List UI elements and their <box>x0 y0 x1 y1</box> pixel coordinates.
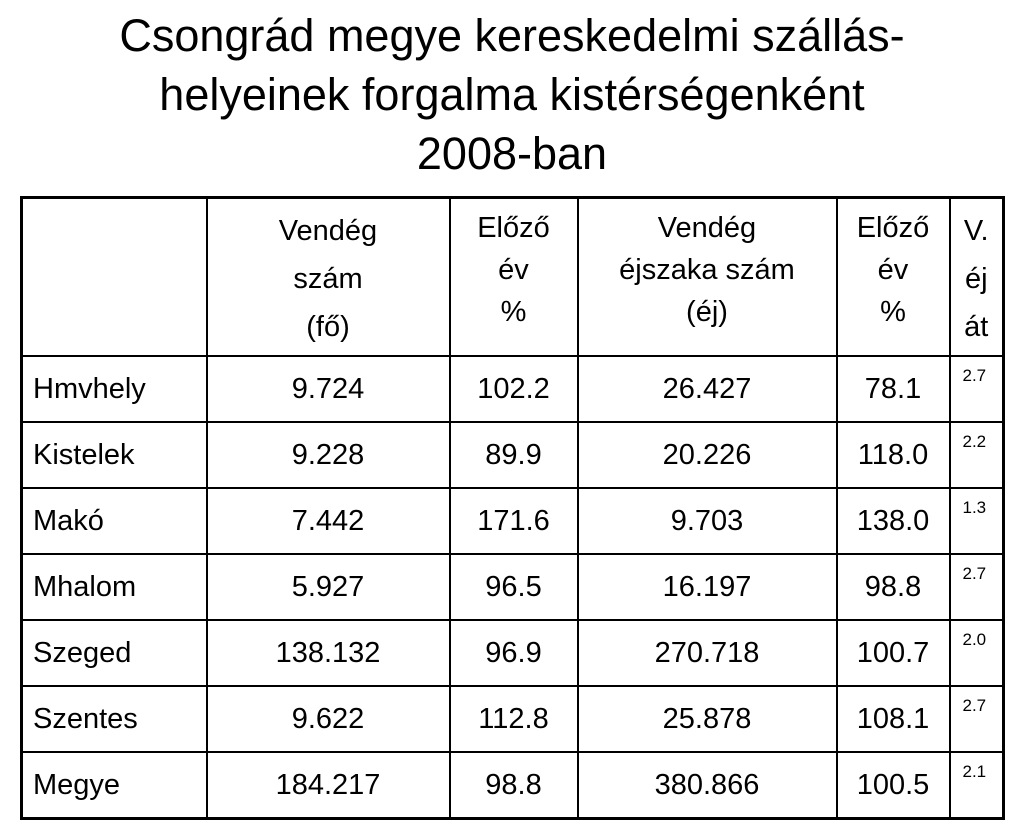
avg-nights-cell: 2.0 <box>950 620 1004 686</box>
guest-nights-cell: 380.866 <box>578 752 837 819</box>
prev-year-guests-cell: 171.6 <box>450 488 578 554</box>
region-name-cell: Szeged <box>22 620 207 686</box>
region-name-cell: Szentes <box>22 686 207 752</box>
avg-nights-cell: 2.7 <box>950 356 1004 422</box>
avg-nights-cell: 2.1 <box>950 752 1004 819</box>
prev-year-nights-cell: 100.7 <box>837 620 950 686</box>
table-row <box>22 422 1004 488</box>
avg-nights-cell: 1.3 <box>950 488 1004 554</box>
region-name-cell: Mhalom <box>22 554 207 620</box>
header-cell-guests: Vendég szám (fő) <box>207 198 450 357</box>
table-row <box>22 620 1004 686</box>
guest-nights-cell: 20.226 <box>578 422 837 488</box>
guests-cell: 138.132 <box>207 620 450 686</box>
guests-cell: 5.927 <box>207 554 450 620</box>
header-cell-avg-nights: V. éj át <box>950 198 1004 357</box>
table-row <box>22 356 1004 422</box>
avg-nights-cell: 2.7 <box>950 554 1004 620</box>
prev-year-nights-cell: 138.0 <box>837 488 950 554</box>
title-line: 2008-ban <box>416 128 608 179</box>
guests-cell: 184.217 <box>207 752 450 819</box>
region-name-cell: Megye <box>22 752 207 819</box>
guests-cell: 9.228 <box>207 422 450 488</box>
prev-year-guests-cell: 89.9 <box>450 422 578 488</box>
header-cell-prev-year-guests: Előző év % <box>450 198 578 357</box>
guest-nights-cell: 16.197 <box>578 554 837 620</box>
guest-nights-cell: 26.427 <box>578 356 837 422</box>
prev-year-guests-cell: 112.8 <box>450 686 578 752</box>
page-title <box>0 6 1024 183</box>
region-name-cell: Hmvhely <box>22 356 207 422</box>
table-row <box>22 752 1004 819</box>
avg-nights-cell: 2.7 <box>950 686 1004 752</box>
region-name-cell: Kistelek <box>22 422 207 488</box>
table-row <box>22 488 1004 554</box>
prev-year-guests-cell: 102.2 <box>450 356 578 422</box>
prev-year-nights-cell: 78.1 <box>837 356 950 422</box>
prev-year-guests-cell: 96.9 <box>450 620 578 686</box>
guest-nights-cell: 25.878 <box>578 686 837 752</box>
prev-year-nights-cell: 108.1 <box>837 686 950 752</box>
guests-cell: 7.442 <box>207 488 450 554</box>
statistics-table <box>20 196 1005 820</box>
header-cell-empty <box>22 198 207 357</box>
guests-cell: 9.724 <box>207 356 450 422</box>
avg-nights-cell: 2.2 <box>950 422 1004 488</box>
table-row <box>22 554 1004 620</box>
guests-cell: 9.622 <box>207 686 450 752</box>
prev-year-nights-cell: 100.5 <box>837 752 950 819</box>
table-row <box>22 686 1004 752</box>
title-line: Csongrád megye kereskedelmi szállás- <box>119 10 905 61</box>
table-header-row <box>22 198 1004 357</box>
prev-year-nights-cell: 98.8 <box>837 554 950 620</box>
title-line: helyeinek forgalma kistérségenként <box>159 69 865 120</box>
region-name-cell: Makó <box>22 488 207 554</box>
guest-nights-cell: 9.703 <box>578 488 837 554</box>
prev-year-guests-cell: 98.8 <box>450 752 578 819</box>
prev-year-nights-cell: 118.0 <box>837 422 950 488</box>
header-cell-guest-nights: Vendég éjszaka szám (éj) <box>578 198 837 357</box>
guest-nights-cell: 270.718 <box>578 620 837 686</box>
prev-year-guests-cell: 96.5 <box>450 554 578 620</box>
header-cell-prev-year-nights: Előző év % <box>837 198 950 357</box>
